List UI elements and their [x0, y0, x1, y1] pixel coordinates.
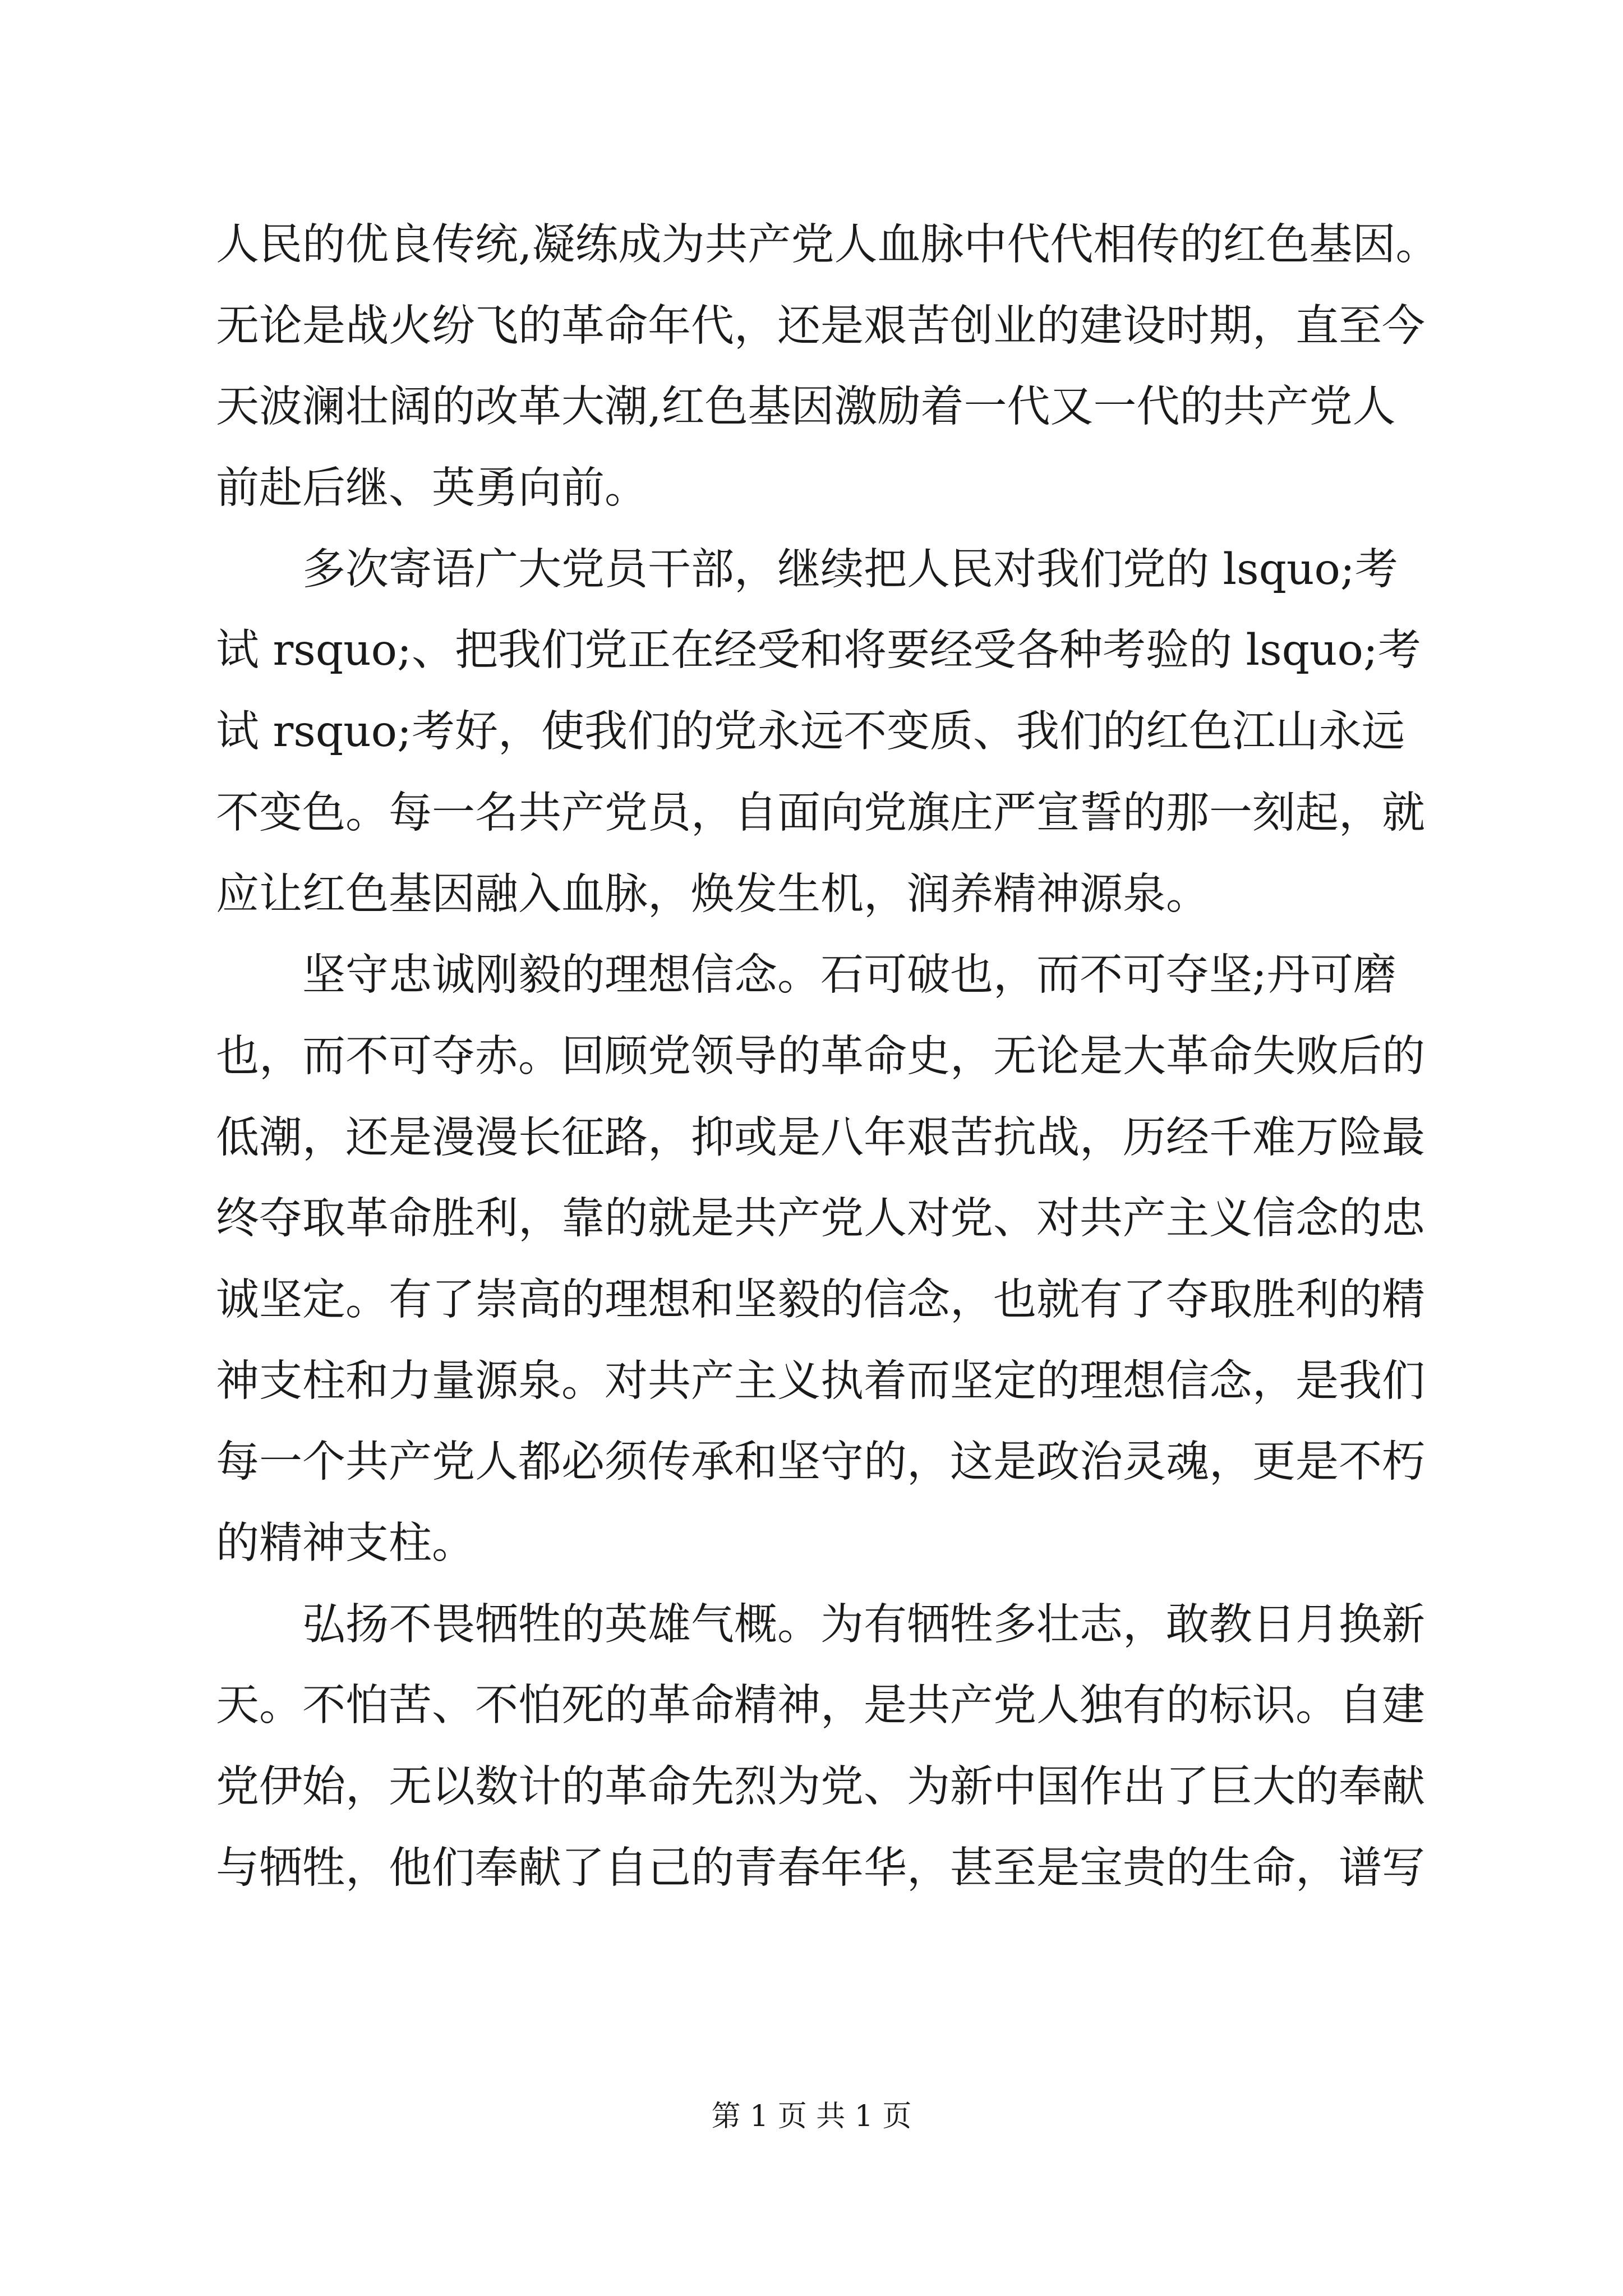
text-line: 人民的优良传统,凝练成为共产党人血脉中代代相传的红色基因。	[216, 220, 1439, 270]
text-line: 的精神支柱。	[216, 1519, 475, 1568]
text-line: 应让红色基因融入血脉，焕发生机，润养精神源泉。	[216, 869, 1209, 919]
text-line: 每一个共产党人都必须传承和坚守的，这是政治灵魂，更是不朽	[216, 1437, 1425, 1488]
document-body	[216, 205, 1500, 1909]
text-line: 与牺牲，他们奉献了自己的青春年华，甚至是宝贵的生命，谱写	[216, 1843, 1425, 1893]
text-line: 神支柱和力量源泉。对共产主义执着而坚定的理想信念，是我们	[216, 1356, 1425, 1406]
text-line: 终夺取革命胜利，靠的就是共产党人对党、对共产主义信念的忠	[216, 1194, 1425, 1244]
text-line: 弘扬不畏牺牲的英雄气概。为有牺牲多壮志，敢教日月换新	[302, 1599, 1425, 1650]
text-line: 诚坚定。有了崇高的理想和坚毅的信念，也就有了夺取胜利的精	[216, 1274, 1425, 1325]
text-line: 低潮，还是漫漫长征路，抑或是八年艰苦抗战，历经千难万险最	[216, 1112, 1425, 1163]
text-line: 试 rsquo;、把我们党正在经受和将要经受各种考验的 lsquo;考	[216, 625, 1421, 676]
text-line: 党伊始，无以数计的革命先烈为党、为新中国作出了巨大的奉献	[216, 1762, 1425, 1812]
text-line: 前赴后继、英勇向前。	[216, 463, 648, 514]
text-line: 也，而不可夺赤。回顾党领导的革命史，无论是大革命失败后的	[216, 1031, 1425, 1082]
page-footer	[0, 2097, 1623, 2136]
page-number: 第 1 页 共 1 页	[711, 2100, 912, 2133]
text-line: 天波澜壮阔的改革大潮,红色基因激励着一代又一代的共产党人	[216, 382, 1396, 432]
text-line: 多次寄语广大党员干部，继续把人民对我们党的 lsquo;考	[302, 544, 1398, 595]
text-line: 试 rsquo;考好，使我们的党永远不变质、我们的红色江山永远	[216, 707, 1405, 757]
text-line: 天。不怕苦、不怕死的革命精神，是共产党人独有的标识。自建	[216, 1681, 1425, 1731]
text-line: 不变色。每一名共产党员，自面向党旗庄严宣誓的那一刻起，就	[216, 788, 1425, 838]
text-line: 坚守忠诚刚毅的理想信念。石可破也，而不可夺坚;丹可磨	[302, 950, 1396, 1001]
text-line: 无论是战火纷飞的革命年代，还是艰苦创业的建设时期，直至今	[216, 301, 1425, 351]
